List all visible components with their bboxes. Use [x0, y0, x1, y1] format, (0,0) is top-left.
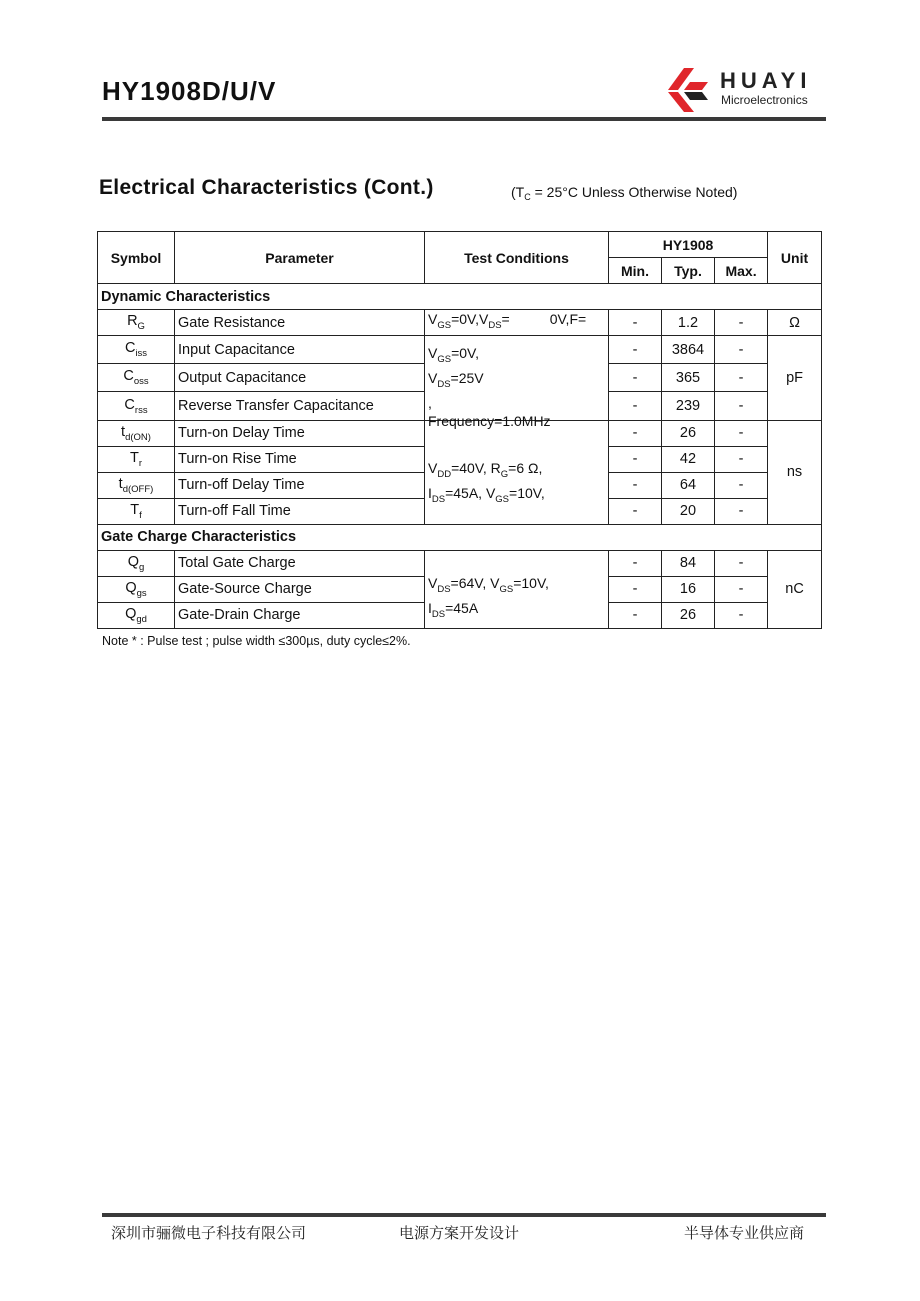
symbol-cell: $Q_{gs}$: [98, 576, 175, 602]
col-min: Min.: [609, 258, 662, 284]
parameter-cell: Total Gate Charge: [175, 550, 425, 576]
parameter-cell: Turn-on Rise Time: [175, 446, 425, 472]
brand-name: HUAYI: [720, 68, 812, 93]
max-cell: -: [715, 576, 768, 602]
max-cell: -: [715, 310, 768, 336]
symbol-cell: $C_{iss}$: [98, 336, 175, 364]
min-cell: -: [609, 446, 662, 472]
col-parameter: Parameter: [175, 232, 425, 284]
section-row-gate-charge: [98, 524, 822, 550]
symbol-cell: $C_{oss}$: [98, 364, 175, 392]
section-row-dynamic: [98, 284, 822, 310]
symbol-cell: $Q_g$: [98, 550, 175, 576]
section-label-dynamic: Dynamic Characteristics: [98, 284, 822, 310]
brand-subtitle: Microelectronics: [721, 93, 808, 107]
col-test-conditions: Test Conditions: [425, 232, 609, 284]
test-condition-cell-capacitance: $V_{GS}=0V$, $V_{DS}=25V$ , Frequency=1.0MHz: [425, 336, 609, 421]
typ-cell: 20: [662, 498, 715, 524]
parameter-cell: Input Capacitance: [175, 336, 425, 364]
col-typ: Typ.: [662, 258, 715, 284]
max-cell: -: [715, 420, 768, 446]
col-symbol: Symbol: [98, 232, 175, 284]
table-row: [98, 336, 822, 364]
parameter-cell: Gate-Source Charge: [175, 576, 425, 602]
min-cell: -: [609, 392, 662, 420]
typ-cell: 84: [662, 550, 715, 576]
unit-cell-charge: nC: [768, 550, 822, 628]
max-cell: -: [715, 336, 768, 364]
unit-cell: Ω: [768, 310, 822, 336]
typ-cell: 26: [662, 420, 715, 446]
min-cell: -: [609, 472, 662, 498]
max-cell: -: [715, 364, 768, 392]
test-condition-cell: $V_{GS}=0V,V_{DS}= 0V,F=$: [425, 310, 609, 336]
symbol-cell: $Q_{gd}$: [98, 602, 175, 628]
min-cell: -: [609, 498, 662, 524]
unit-cell-time: ns: [768, 420, 822, 524]
min-cell: -: [609, 576, 662, 602]
section-title: Electrical Characteristics (Cont.): [99, 176, 434, 199]
typ-cell: 64: [662, 472, 715, 498]
footer-rule: [102, 1213, 826, 1217]
min-cell: -: [609, 550, 662, 576]
footer-supplier: 半导体专业供应商: [684, 1224, 805, 1242]
footer-company: 深圳市骊微电子科技有限公司: [111, 1224, 307, 1242]
col-unit: Unit: [768, 232, 822, 284]
max-cell: -: [715, 446, 768, 472]
typ-cell: 16: [662, 576, 715, 602]
logo-mark-icon: [664, 66, 714, 114]
characteristics-table: [97, 231, 822, 629]
test-condition-cell-switching: $V_{DD}=40V$, $R_G=6$ Ω, $I_{DS}=45A$, $V_{GS}=10V$,: [425, 420, 609, 524]
footer-tagline: 电源方案开发设计: [399, 1224, 520, 1242]
test-condition-cell-gate: $V_{DS}=64V$, $V_{GS}=10V$, $I_{DS}=45A$: [425, 550, 609, 628]
typ-cell: 3864: [662, 336, 715, 364]
table-header-row: [98, 232, 822, 258]
typ-cell: 365: [662, 364, 715, 392]
header-rule: [102, 117, 826, 121]
part-number-title: HY1908D/U/V: [102, 76, 277, 106]
table-row: [98, 550, 822, 576]
max-cell: -: [715, 602, 768, 628]
typ-cell: 1.2: [662, 310, 715, 336]
col-group-hy1908: HY1908: [609, 232, 768, 258]
parameter-cell: Reverse Transfer Capacitance: [175, 392, 425, 420]
min-cell: -: [609, 420, 662, 446]
max-cell: -: [715, 472, 768, 498]
typ-cell: 26: [662, 602, 715, 628]
max-cell: -: [715, 550, 768, 576]
unit-cell-capacitance: pF: [768, 336, 822, 421]
min-cell: -: [609, 310, 662, 336]
section-label-gate-charge: Gate Charge Characteristics: [98, 524, 822, 550]
typ-cell: 239: [662, 392, 715, 420]
symbol-cell: $C_{rss}$: [98, 392, 175, 420]
typ-cell: 42: [662, 446, 715, 472]
pulse-test-note: Note * : Pulse test ; pulse width ≤300µs, duty cycle≤2%.: [102, 634, 411, 648]
symbol-cell: $t_{d(OFF)}$: [98, 472, 175, 498]
section-condition-note: ($T_C = 25^\circ C$ Unless Otherwise Noted): [511, 184, 738, 202]
max-cell: -: [715, 392, 768, 420]
min-cell: -: [609, 364, 662, 392]
parameter-cell: Turn-off Delay Time: [175, 472, 425, 498]
huayi-logo: [664, 66, 824, 114]
max-cell: -: [715, 498, 768, 524]
min-cell: -: [609, 336, 662, 364]
symbol-cell: $T_r$: [98, 446, 175, 472]
parameter-cell: Turn-on Delay Time: [175, 420, 425, 446]
parameter-cell: Output Capacitance: [175, 364, 425, 392]
min-cell: -: [609, 602, 662, 628]
parameter-cell: Turn-off Fall Time: [175, 498, 425, 524]
table-row: [98, 310, 822, 336]
symbol-cell: $R_G$: [98, 310, 175, 336]
parameter-cell: Gate-Drain Charge: [175, 602, 425, 628]
col-max: Max.: [715, 258, 768, 284]
symbol-cell: $T_f$: [98, 498, 175, 524]
parameter-cell: Gate Resistance: [175, 310, 425, 336]
symbol-cell: $t_{d(ON)}$: [98, 420, 175, 446]
